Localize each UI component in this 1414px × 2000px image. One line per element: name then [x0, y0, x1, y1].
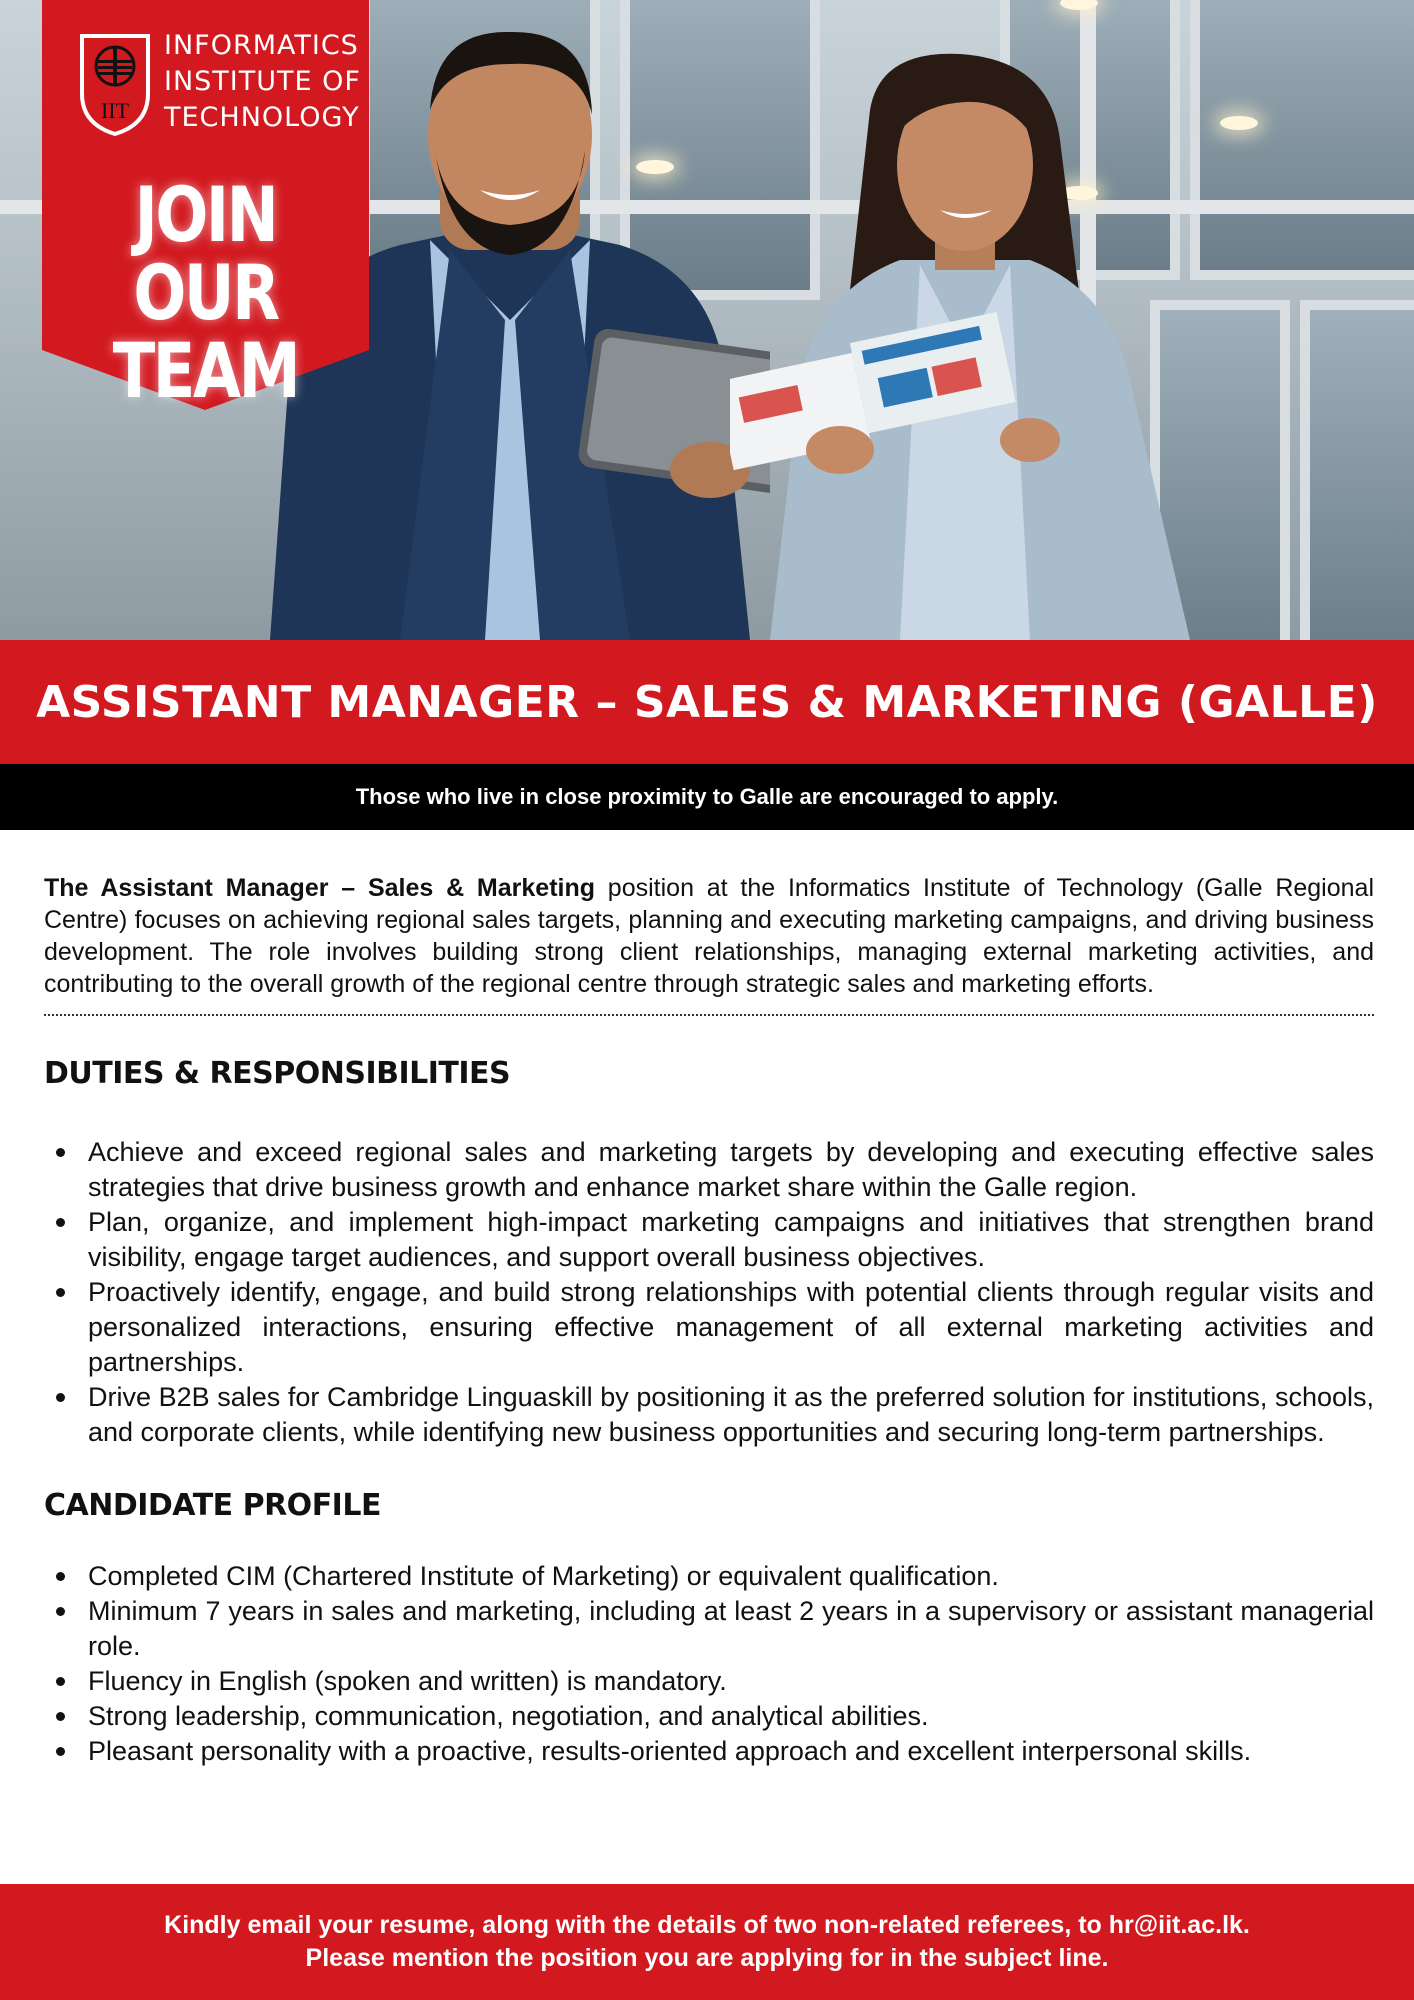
list-item: Fluency in English (spoken and written) is mandatory.	[44, 1664, 1374, 1699]
job-description	[44, 872, 1374, 1769]
headline-line1: JOIN OUR	[133, 170, 278, 337]
join-our-team-headline	[71, 170, 339, 415]
list-item: Proactively identify, engage, and build strong relationships with potential clients through regular visits and personalized interactions, ensuring effective management of all external marketing activities and partnerships.	[44, 1275, 1374, 1380]
job-title-band	[0, 640, 1414, 764]
list-item: Drive B2B sales for Cambridge Linguaskill by positioning it as the preferred solution for institutions, schools, and corporate clients, while identifying new business opportunities and securing long-term partnerships.	[44, 1380, 1374, 1450]
proximity-band	[0, 764, 1414, 830]
headline-line2: TEAM	[112, 326, 299, 415]
org-name-line3: TECHNOLOGY	[164, 102, 360, 133]
intro-text: position at the Informatics Institute of Technology (Galle Regional Centre) focuses on achieving regional sales targets, planning and executing marketing campaigns, and driving business development. The role involves building strong client relationships, managing external marketing activities, and contributing to the overall growth of the regional centre through strategic sales and marketing efforts.	[44, 874, 1374, 998]
hero-photo	[0, 0, 1414, 640]
footer-line1: Kindly email your resume, along with the details of two non-related referees, to hr@iit.ac.lk.	[164, 1911, 1250, 1939]
org-name-line1: INFORMATICS	[164, 30, 359, 61]
list-item: Pleasant personality with a proactive, results-oriented approach and excellent interpersonal skills.	[44, 1734, 1374, 1769]
duties-list	[44, 1135, 1374, 1450]
footer-line2: Please mention the position you are applying for in the subject line.	[305, 1944, 1109, 1972]
profile-list	[44, 1559, 1374, 1769]
job-title: ASSISTANT MANAGER – SALES & MARKETING (GALLE)	[36, 676, 1378, 728]
intro-paragraph	[44, 872, 1374, 1000]
list-item: Strong leadership, communication, negotiation, and analytical abilities.	[44, 1699, 1374, 1734]
duties-heading: DUTIES & RESPONSIBILITIES	[44, 1056, 511, 1091]
iit-logo	[78, 32, 152, 136]
list-item: Minimum 7 years in sales and marketing, including at least 2 years in a supervisory or assistant managerial role.	[44, 1594, 1374, 1664]
logo-letters: IIT	[100, 98, 130, 123]
org-name	[164, 28, 361, 136]
join-our-team-badge	[42, 0, 369, 415]
list-item: Achieve and exceed regional sales and marketing targets by developing and executing effective sales strategies that drive business growth and enhance market share within the Galle region.	[44, 1135, 1374, 1205]
list-item: Plan, organize, and implement high-impact marketing campaigns and initiatives that strengthen brand visibility, engage target audiences, and support overall business objectives.	[44, 1205, 1374, 1275]
org-name-line2: INSTITUTE OF	[164, 66, 361, 97]
candidate-profile-heading: CANDIDATE PROFILE	[44, 1488, 381, 1523]
proximity-note: Those who live in close proximity to Galle are encouraged to apply.	[355, 784, 1059, 809]
intro-bold: The Assistant Manager – Sales & Marketing	[44, 874, 596, 902]
woman-photo	[730, 50, 1250, 640]
dotted-divider	[44, 1014, 1374, 1016]
list-item: Completed CIM (Chartered Institute of Marketing) or equivalent qualification.	[44, 1559, 1374, 1594]
application-footer	[0, 1884, 1414, 2000]
